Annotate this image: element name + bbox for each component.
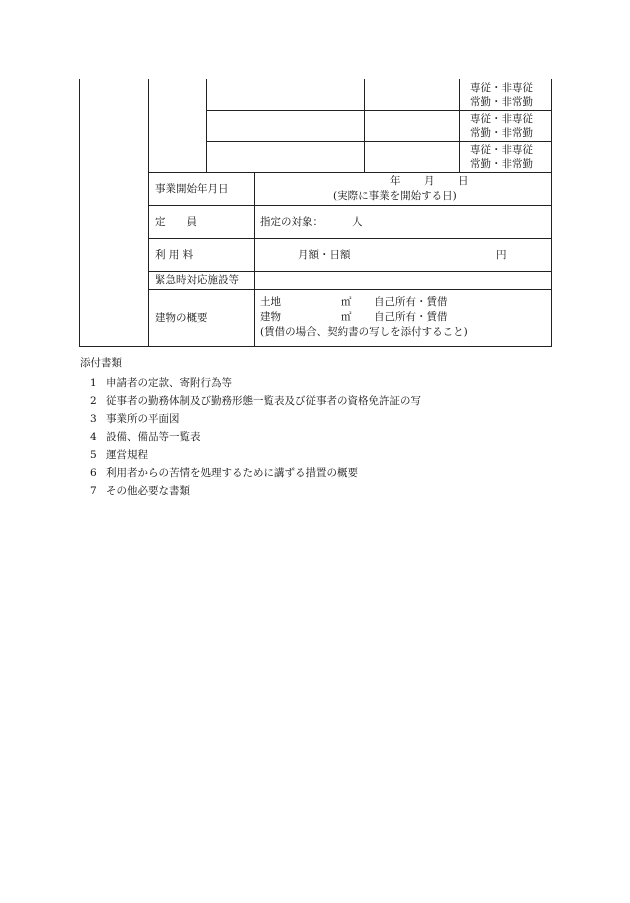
attachment-item xyxy=(90,374,421,392)
attachments-title: 添付書類 xyxy=(80,357,122,369)
building-building-unit: ㎡ xyxy=(341,311,352,323)
staff-col-divider-1 xyxy=(206,79,207,172)
attachment-item xyxy=(90,392,421,410)
fee-type: 月額・日額 xyxy=(298,249,351,261)
staff-row-1-attendance: 常勤・非常勤 xyxy=(470,96,533,108)
staff-col-divider-3 xyxy=(459,79,460,172)
building-building-label: 建物 xyxy=(260,311,281,323)
attachment-text: 設備、備品等一覧表 xyxy=(106,431,201,443)
attachment-number: 2 xyxy=(90,395,97,407)
row-line-emergency-top xyxy=(148,271,552,272)
building-label: 建物の概要 xyxy=(155,312,208,324)
start-date-month: 月 xyxy=(424,175,435,187)
row-line-building-top xyxy=(148,289,552,290)
fee-label: 利 用 料 xyxy=(155,249,194,261)
attachment-text: 事業所の平面図 xyxy=(106,413,180,425)
attachment-text: 利用者からの苦情を処理するために講ずる措置の概要 xyxy=(106,467,358,479)
start-date-label: 事業開始年月日 xyxy=(155,183,229,195)
attachment-item xyxy=(90,410,421,428)
staff-row-line-2 xyxy=(206,141,552,142)
start-date-day: 日 xyxy=(458,175,469,187)
building-land-label: 土地 xyxy=(260,296,281,308)
table-border-left xyxy=(79,79,80,347)
attachments-list xyxy=(90,374,421,500)
staff-col-divider-2 xyxy=(364,79,365,172)
row-line-start-date-top xyxy=(148,172,552,173)
attachment-text: その他必要な書類 xyxy=(106,485,190,497)
attachment-text: 運営規程 xyxy=(106,449,148,461)
attachment-number: 4 xyxy=(90,431,97,443)
row-line-fee-top xyxy=(148,238,552,239)
label-col-divider xyxy=(254,172,255,347)
attachment-item xyxy=(90,428,421,446)
attachment-text: 申請者の定款、寄附行為等 xyxy=(106,377,232,389)
attachment-item xyxy=(90,464,421,482)
table-border-right xyxy=(551,79,552,347)
building-land-unit: ㎡ xyxy=(341,296,352,308)
attachment-number: 6 xyxy=(90,467,97,479)
table-border-bottom xyxy=(79,346,552,347)
attachment-number: 3 xyxy=(90,413,97,425)
row-line-capacity-top xyxy=(148,205,552,206)
emergency-label: 緊急時対応施設等 xyxy=(155,274,239,286)
start-date-note: (実際に事業を開始する日) xyxy=(333,190,457,202)
staff-row-3-employment: 専従・非専従 xyxy=(470,144,533,156)
building-building-ownership: 自己所有・賃借 xyxy=(374,311,448,323)
table-divider-outer-col xyxy=(148,79,149,347)
staff-row-2-attendance: 常勤・非常勤 xyxy=(470,127,533,139)
capacity-unit: 人 xyxy=(352,216,363,228)
staff-row-line-1 xyxy=(206,110,552,111)
attachment-item xyxy=(90,446,421,464)
building-lease-note: (賃借の場合、契約書の写しを添付すること) xyxy=(260,326,468,338)
attachment-text: 従事者の勤務体制及び勤務形態一覧表及び従事者の資格免許証の写 xyxy=(106,395,421,407)
attachment-number: 1 xyxy=(90,377,97,389)
staff-row-2-employment: 専従・非専従 xyxy=(470,113,533,125)
start-date-year: 年 xyxy=(390,175,401,187)
staff-row-1-employment: 専従・非専従 xyxy=(470,82,533,94)
attachment-number: 5 xyxy=(90,449,97,461)
capacity-designated: 指定の対象： xyxy=(260,216,323,228)
staff-row-3-attendance: 常勤・非常勤 xyxy=(470,158,533,170)
building-land-ownership: 自己所有・賃借 xyxy=(374,296,448,308)
fee-unit: 円 xyxy=(496,249,507,261)
capacity-label: 定 員 xyxy=(155,216,197,228)
attachment-item xyxy=(90,482,421,500)
attachment-number: 7 xyxy=(90,485,97,497)
